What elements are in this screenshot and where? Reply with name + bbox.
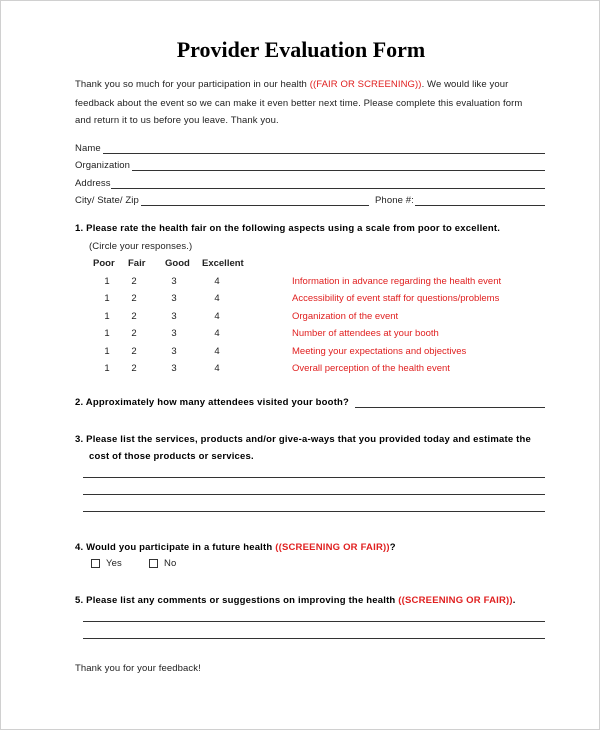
city-state-zip-field[interactable]: [141, 205, 369, 206]
scale-header-fair: Fair: [128, 258, 146, 269]
answer-line[interactable]: [83, 494, 545, 495]
organization-label: Organization: [75, 160, 131, 171]
rating-aspect-label: Meeting your expectations and objectives: [292, 345, 467, 357]
no-label: No: [164, 558, 177, 569]
closing-text: Thank you for your feedback!: [75, 663, 201, 674]
answer-line[interactable]: [83, 621, 545, 622]
rating-option[interactable]: 4: [214, 293, 220, 305]
rating-aspect-label: Number of attendees at your booth: [292, 328, 439, 340]
answer-line[interactable]: [83, 477, 545, 478]
rating-option[interactable]: 4: [214, 363, 220, 374]
rating-option[interactable]: 2: [131, 276, 137, 287]
rating-aspect-label: Information in advance regarding the health event: [292, 276, 502, 287]
rating-option[interactable]: 3: [171, 310, 177, 322]
question-4-end: ?: [389, 542, 396, 553]
rating-option[interactable]: 1: [104, 276, 110, 287]
city-state-zip-label: City/ State/ Zip: [75, 195, 139, 206]
attendees-count-field[interactable]: [355, 407, 545, 408]
intro-line-1: [75, 79, 508, 90]
phone-field[interactable]: [415, 205, 545, 206]
question-4-text: 4. Would you participate in a future health: [75, 542, 276, 553]
question-5-text: 5. Please list any comments or suggestions on improving the health: [75, 595, 399, 606]
rating-option[interactable]: 3: [171, 363, 177, 374]
rating-option[interactable]: 2: [131, 328, 137, 340]
rating-aspect-label: Organization of the event: [292, 310, 399, 322]
question-1-note: (Circle your responses.): [89, 241, 193, 252]
question-4: [75, 542, 396, 553]
rating-option[interactable]: 1: [104, 310, 110, 322]
rating-option[interactable]: 3: [171, 345, 177, 357]
intro-line-3: and return it to us before you leave. Thank you.: [75, 115, 279, 126]
scale-header-excellent: Excellent: [202, 258, 244, 269]
rating-aspect-label: Accessibility of event staff for questions/problems: [292, 293, 500, 305]
rating-option[interactable]: 1: [104, 293, 110, 305]
intro-line-2: feedback about the event so we can make it even better next time. Please complete this evaluation form: [75, 98, 523, 109]
event-type-placeholder: ((SCREENING OR FAIR)): [275, 542, 390, 553]
address-label: Address: [75, 178, 111, 189]
rating-option[interactable]: 1: [104, 328, 110, 340]
page-title: Provider Evaluation Form: [176, 37, 426, 62]
rating-option[interactable]: 4: [214, 276, 220, 287]
rating-option[interactable]: 4: [214, 328, 220, 340]
answer-line[interactable]: [83, 511, 545, 512]
question-3-line-2: cost of those products or services.: [89, 451, 254, 462]
yes-label: Yes: [106, 558, 122, 569]
question-5-end: .: [512, 595, 516, 606]
rating-option[interactable]: 2: [131, 310, 137, 322]
rating-option[interactable]: 2: [131, 363, 137, 374]
checkbox-icon[interactable]: [91, 559, 100, 568]
yes-option[interactable]: [91, 558, 122, 569]
question-5: [75, 595, 516, 606]
address-field[interactable]: [111, 188, 545, 189]
rating-option[interactable]: 4: [214, 310, 220, 322]
rating-option[interactable]: 2: [131, 293, 137, 305]
name-field[interactable]: [103, 153, 545, 154]
phone-label: Phone #:: [375, 195, 414, 206]
event-type-placeholder: ((SCREENING OR FAIR)): [398, 595, 513, 606]
event-type-placeholder: ((FAIR OR SCREENING)): [309, 79, 422, 90]
intro-text: Thank you so much for your participation in our health: [75, 79, 310, 90]
question-3-line-1: 3. Please list the services, products and/or give-a-ways that you provided today and estimate the: [75, 434, 532, 445]
intro-text-end: . We would like your: [421, 79, 509, 90]
organization-field[interactable]: [132, 170, 545, 171]
checkbox-icon[interactable]: [149, 559, 158, 568]
scale-header-good: Good: [165, 258, 190, 269]
scale-header-poor: Poor: [93, 258, 115, 269]
rating-option[interactable]: 3: [171, 328, 177, 340]
question-1: 1. Please rate the health fair on the following aspects using a scale from poor to excellent.: [75, 223, 501, 234]
rating-aspect-label: Overall perception of the health event: [292, 363, 450, 374]
answer-line[interactable]: [83, 638, 545, 639]
rating-option[interactable]: 4: [214, 345, 220, 357]
rating-option[interactable]: 2: [131, 345, 137, 357]
question-2: 2. Approximately how many attendees visited your booth?: [75, 397, 350, 408]
rating-option[interactable]: 3: [171, 276, 177, 287]
rating-option[interactable]: 1: [104, 363, 110, 374]
name-label: Name: [75, 143, 101, 154]
rating-option[interactable]: 1: [104, 345, 110, 357]
rating-option[interactable]: 3: [171, 293, 177, 305]
no-option[interactable]: [149, 558, 176, 569]
